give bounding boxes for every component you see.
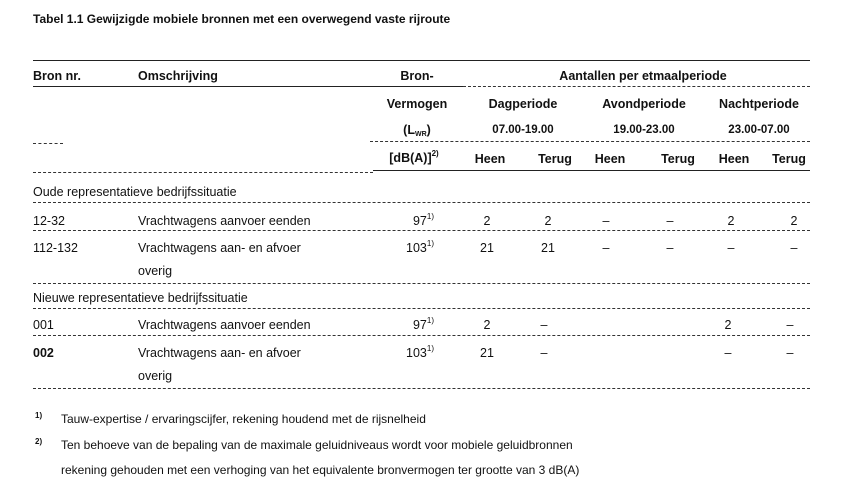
row-value: – <box>666 241 674 255</box>
row-value: – <box>727 241 735 255</box>
row-desc-continued: overig <box>138 264 173 278</box>
header-rule-2a <box>33 143 63 144</box>
row-value: 2 <box>544 214 552 228</box>
footnote-mark: 2) <box>35 437 43 446</box>
header-period-nacht: Nachtperiode <box>719 97 799 111</box>
header-aantallen: Aantallen per etmaalperiode <box>559 69 727 83</box>
row-value: 2 <box>727 214 735 228</box>
header-period-dag: Dagperiode <box>488 97 558 111</box>
row-rule <box>33 283 810 284</box>
row-value: – <box>602 214 610 228</box>
row-desc: Vrachtwagens aanvoer eenden <box>138 214 311 228</box>
footnote-text-continued: rekening gehouden met een verhoging van het equivalente bronvermogen ter grootte van 3 dB(A) <box>61 463 580 477</box>
row-value: 21 <box>480 346 494 360</box>
row-desc: Vrachtwagens aan- en afvoer <box>138 241 301 255</box>
footnote-mark: 1) <box>35 411 43 420</box>
header-time-avond: 19.00-23.00 <box>613 124 675 136</box>
row-nr: 112-132 <box>33 241 78 255</box>
row-nr: 001 <box>33 318 54 332</box>
row-value: – <box>786 318 794 332</box>
header-bron: Bron- <box>400 69 434 83</box>
footnote-text: Ten behoeve van de bepaling van de maximale geluidniveaus wordt voor mobiele geluidbronnen <box>61 438 573 452</box>
header-rule-3-dashed <box>33 172 373 173</box>
section-label-nieuw: Nieuwe representatieve bedrijfssituatie <box>33 291 248 305</box>
row-value: – <box>790 241 798 255</box>
row-lw: 103$^{1)}$ <box>406 344 434 360</box>
row-value: 21 <box>541 241 555 255</box>
header-dir-nacht-heen: Heen <box>718 152 750 166</box>
header-vermogen: Vermogen <box>386 97 448 111</box>
header-unit: $[dB(A)]^{2)}$ <box>389 149 439 165</box>
row-desc-continued: overig <box>138 369 173 383</box>
section-rule-nieuw <box>33 308 810 309</box>
section-label-oud: Oude representatieve bedrijfssituatie <box>33 185 237 199</box>
header-bron-nr: Bron nr. <box>33 69 81 83</box>
row-lw: 97$^{1)}$ <box>412 212 434 228</box>
row-value: – <box>786 346 794 360</box>
header-rule-3 <box>373 170 810 171</box>
header-rule-1-dashed <box>463 86 810 87</box>
row-value: – <box>724 346 732 360</box>
row-lw: 97$^{1)}$ <box>412 316 434 332</box>
header-period-avond: Avondperiode <box>602 97 686 111</box>
row-desc: Vrachtwagens aan- en afvoer <box>138 346 301 360</box>
row-value: 21 <box>480 241 494 255</box>
row-value: – <box>540 346 548 360</box>
header-time-nacht: 23.00-07.00 <box>728 124 790 136</box>
row-rule <box>33 335 810 336</box>
row-nr: 12-32 <box>33 214 65 228</box>
row-lw: 103$^{1)}$ <box>406 239 434 255</box>
row-rule <box>33 230 810 231</box>
row-value: 2 <box>724 318 732 332</box>
header-time-dag: 07.00-19.00 <box>492 124 554 136</box>
row-nr: 002 <box>33 346 54 360</box>
header-dir-avond-terug: Terug <box>661 152 695 166</box>
top-rule <box>33 60 810 61</box>
row-desc: Vrachtwagens aanvoer eenden <box>138 318 311 332</box>
header-dir-avond-heen: Heen <box>594 152 626 166</box>
header-rule-1 <box>33 86 463 87</box>
row-value: 2 <box>483 214 491 228</box>
row-value: 2 <box>790 214 798 228</box>
footnote-text: Tauw-expertise / ervaringscijfer, rekening houdend met de rijsnelheid <box>61 412 426 426</box>
table-title: Tabel 1.1 Gewijzigde mobiele bronnen met een overwegend vaste rijroute <box>33 12 451 26</box>
header-rule-2b <box>370 141 810 142</box>
header-omschrijving: Omschrijving <box>138 69 218 83</box>
row-value: – <box>602 241 610 255</box>
row-value: – <box>666 214 674 228</box>
header-dir-dag-heen: Heen <box>474 152 506 166</box>
row-value: – <box>540 318 548 332</box>
header-dir-nacht-terug: Terug <box>772 152 806 166</box>
header-dir-dag-terug: Terug <box>538 152 572 166</box>
header-lwr: $(L_{WR})$ <box>403 123 431 138</box>
section-rule-oud <box>33 202 810 203</box>
bottom-rule <box>33 388 810 389</box>
row-value: 2 <box>483 318 491 332</box>
